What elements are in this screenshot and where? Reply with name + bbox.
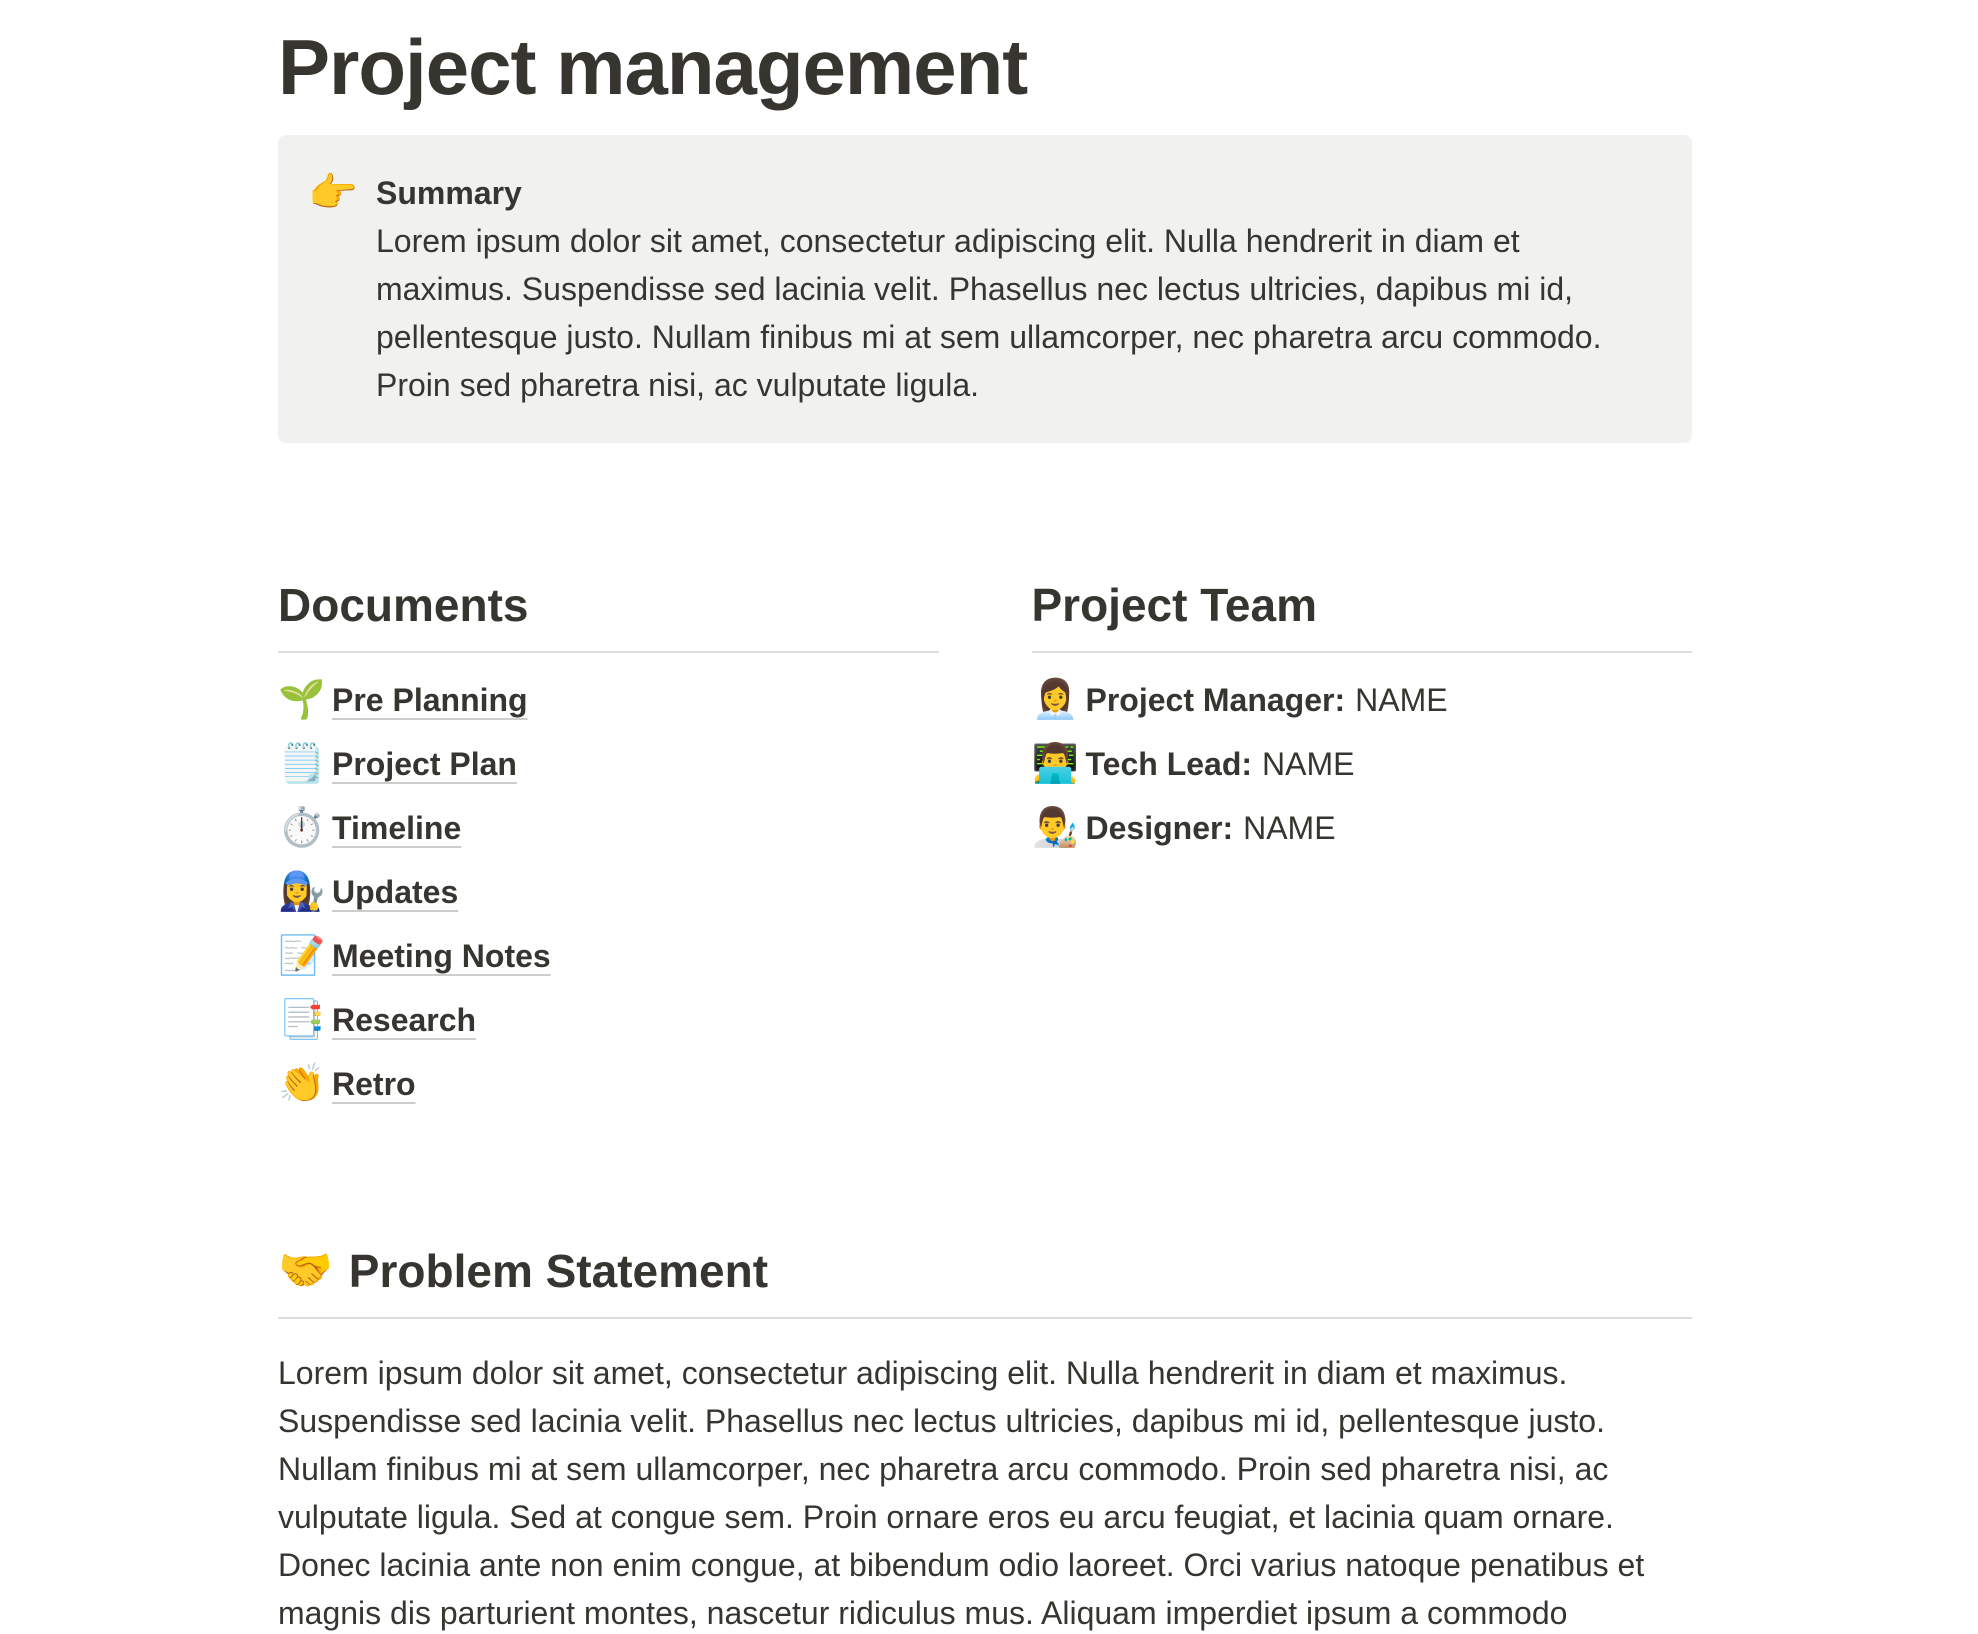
project-team-heading: Project Team (1031, 579, 1317, 631)
two-column-section (278, 577, 1692, 1116)
woman-office-worker-icon: 👩‍💼 (1031, 679, 1079, 721)
timeline-link[interactable]: Timeline (332, 809, 462, 846)
documents-list (278, 668, 939, 1116)
document-link-row (278, 924, 939, 988)
document-link-row (278, 860, 939, 924)
team-member-row (1032, 668, 1693, 732)
team-member-name: NAME (1243, 809, 1336, 846)
team-member-row (1032, 796, 1693, 860)
summary-callout (278, 135, 1692, 443)
team-member-role: Designer: (1085, 809, 1234, 846)
document-link-row (278, 668, 939, 732)
team-member-role: Project Manager: (1085, 681, 1346, 718)
documents-divider (278, 651, 939, 653)
team-member-row (1032, 732, 1693, 796)
document-link-row (278, 732, 939, 796)
document-link-row (278, 1052, 939, 1116)
team-member-name: NAME (1355, 681, 1448, 718)
stopwatch-icon: ⏱️ (278, 807, 326, 849)
man-artist-icon: 👨‍🎨 (1031, 807, 1079, 849)
team-member-role: Tech Lead: (1085, 745, 1253, 782)
problem-statement-heading-row (278, 1243, 1692, 1299)
clapping-hands-icon: 👏 (278, 1063, 326, 1105)
team-list (1032, 668, 1693, 860)
summary-callout-title: Summary (376, 175, 522, 211)
summary-callout-content (376, 169, 1654, 409)
man-technologist-icon: 👨‍💻 (1031, 743, 1079, 785)
project-team-column (1032, 577, 1693, 1116)
documents-heading: Documents (278, 579, 529, 631)
project-team-divider (1032, 651, 1693, 653)
seedling-icon: 🌱 (278, 679, 326, 721)
project-plan-link[interactable]: Project Plan (332, 745, 517, 782)
spiral-notepad-icon: 🗒️ (278, 743, 326, 785)
memo-icon: 📝 (278, 935, 326, 977)
handshake-icon: 🤝 (278, 1246, 333, 1295)
woman-mechanic-icon: 👩‍🔧 (278, 871, 326, 913)
problem-statement-divider (278, 1317, 1692, 1319)
research-link[interactable]: Research (332, 1001, 477, 1038)
bookmark-tabs-icon: 📑 (278, 999, 326, 1041)
summary-callout-body: Lorem ipsum dolor sit amet, consectetur adipiscing elit. Nulla hendrerit in diam et maximus. Suspendisse sed lacinia velit. Phasellus nec lectus ultricies, dapibus mi id, pellentesque justo. Nullam finibus mi at sem ullamcorper, nec pharetra arcu commodo. Proin sed pharetra nisi, ac vulputate ligula. (376, 223, 1602, 403)
updates-link[interactable]: Updates (332, 873, 459, 910)
meeting-notes-link[interactable]: Meeting Notes (332, 937, 551, 974)
pre-planning-link[interactable]: Pre Planning (332, 681, 528, 718)
document-link-row (278, 796, 939, 860)
page-title: Project management (278, 23, 1028, 111)
problem-statement-heading: Problem Statement (348, 1245, 769, 1297)
document-link-row (278, 988, 939, 1052)
team-member-name: NAME (1262, 745, 1355, 782)
retro-link[interactable]: Retro (332, 1065, 416, 1102)
problem-statement-section (278, 1243, 1692, 1634)
pointing-right-icon: 👉 (308, 171, 358, 215)
documents-column (278, 577, 939, 1116)
notion-page (278, 20, 1692, 1634)
problem-statement-body: Lorem ipsum dolor sit amet, consectetur adipiscing elit. Nulla hendrerit in diam et maximus. Suspendisse sed lacinia velit. Phasellus nec lectus ultricies, dapibus mi id, pellentesque justo. Nullam finibus mi at sem ullamcorper, nec pharetra arcu commodo. Proin sed pharetra nisi, ac vulputate ligula. Sed at congue sem. Proin ornare eros eu arcu feugiat, et lacinia quam ornare. Donec lacinia ante non enim congue, at bibendum odio laoreet. Orci varius natoque penatibus et magnis dis parturient montes, nascetur ridiculus mus. Aliquam imperdiet ipsum a commodo (278, 1355, 1645, 1631)
